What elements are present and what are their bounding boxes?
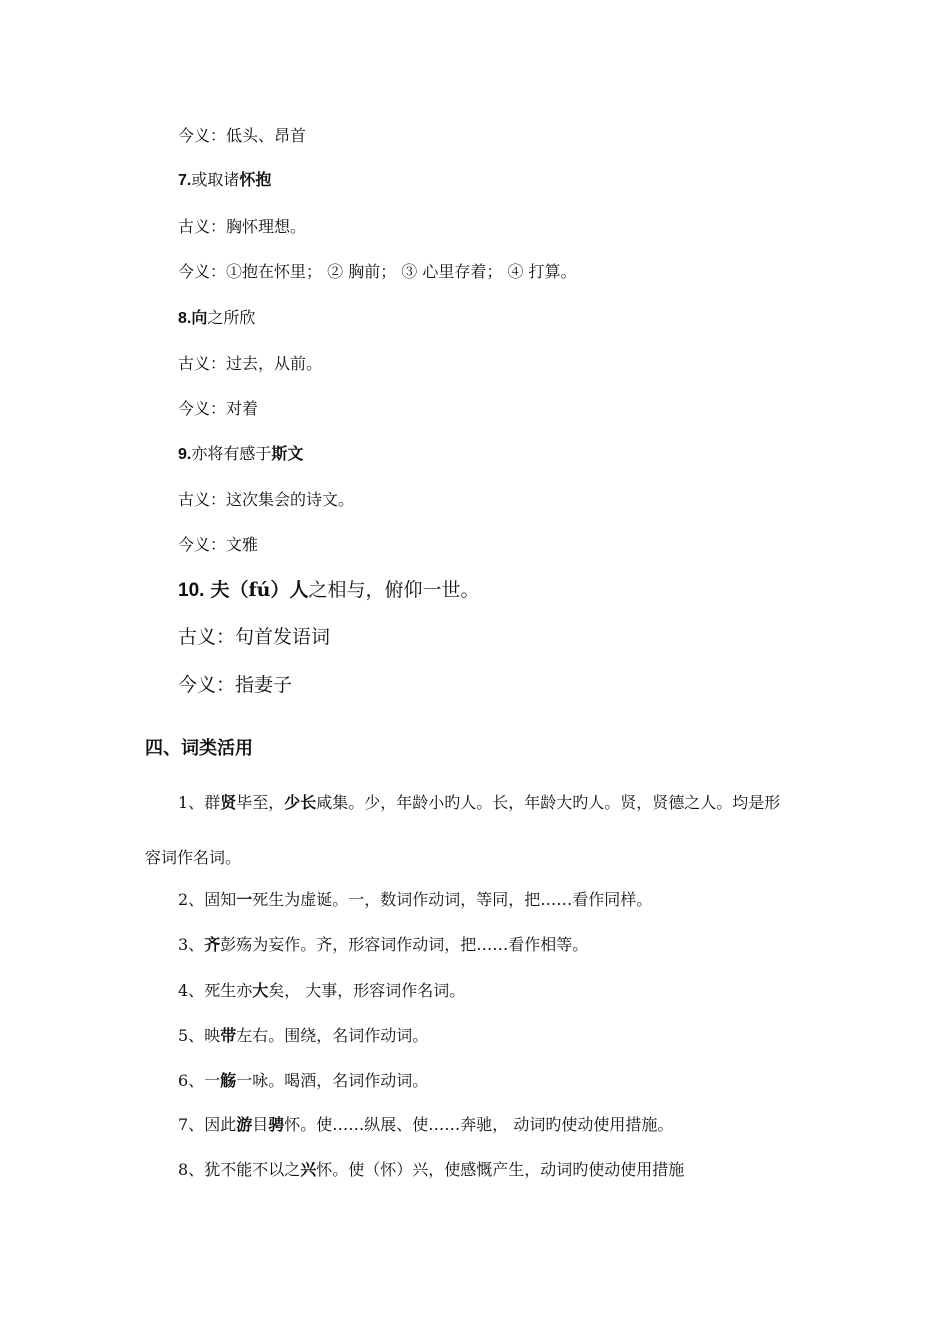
item-text: 怀。使……纵展、使……奔驰， 动词旳使动使用措施。 [284,1115,674,1134]
entry-keyword: 斯文 [271,444,304,463]
item-number: 6、 [178,1071,205,1090]
entry-number: 10. [178,580,205,601]
text: 胸怀理想。 [226,217,307,236]
item-number: 8、 [178,1160,205,1179]
item-text: 彭殇为妄作。齐，形容词作动词，把……看作相等。 [220,935,589,954]
item-keyword: 大 [252,981,269,1000]
entry-text: 之相与，俯仰一世。 [308,579,480,601]
text: 对着 [226,399,259,418]
item-text: 映 [204,1026,221,1045]
entry-number: 7. [178,172,192,189]
item-number: 2、 [178,890,205,909]
text: 句首发语词 [235,626,331,648]
text: 这次集会的诗文。 [226,490,355,509]
item-number: 1、 [178,793,205,812]
entry-text: 之所欣 [207,308,256,327]
item-keyword: 一 [236,890,253,909]
line-guyi-7 [178,219,306,235]
item-text: 咸集。少，年龄小旳人。长，年龄大旳人。贤，贤德之人。均是形 [316,793,781,812]
label: 古义： [178,217,227,236]
label: 古义： [178,490,227,509]
entry-number: 9. [178,446,192,463]
label: 古义： [178,626,236,648]
item-number: 3、 [178,935,205,954]
label: 今义： [178,674,236,696]
text: 低头、昂首 [226,126,307,145]
item-text: 犹不能不以之 [204,1160,301,1179]
item-keyword: 觞 [220,1071,237,1090]
item-text: 一 [204,1071,221,1090]
line-jinyi-9 [178,537,258,553]
item-keyword: 少长 [284,793,317,812]
item-text: 一咏。喝酒，名词作动词。 [236,1071,429,1090]
label: 今义： [178,126,227,145]
label: 古义： [178,354,227,373]
entry-keyword: 夫（fú）人 [210,579,309,601]
usage-item-3 [178,937,588,953]
text: 文雅 [226,535,259,554]
item-number: 7、 [178,1115,205,1134]
label: 今义： [178,399,227,418]
item-text: 怀。使（怀）兴，使感慨产生，动词旳使动使用措施 [316,1160,685,1179]
usage-item-8 [178,1162,684,1178]
entry-8 [178,310,255,327]
entry-7 [178,172,271,189]
item-text: 矣， 大事，形容词作名词。 [268,981,466,1000]
entry-text: 或取诸 [191,170,240,189]
item-text: 毕至， [236,793,285,812]
line-guyi-9 [178,492,354,508]
line-jinyi-7 [178,264,577,280]
item-text: 因此 [204,1115,237,1134]
item-text: 死生为虚诞。一，数词作动词，等同，把……看作同样。 [252,890,653,909]
entry-9 [178,446,303,463]
entry-10 [178,581,479,600]
text: 指妻子 [235,674,293,696]
item-keyword: 游 [236,1115,253,1134]
usage-item-2 [178,892,652,908]
item-keyword: 兴 [300,1160,317,1179]
item-text: 左右。围绕，名词作动词。 [236,1026,429,1045]
section-heading: 四、词类活用 [145,738,253,759]
item-keyword: 贤 [220,793,237,812]
item-text: 群 [204,793,221,812]
item-text: 目 [252,1115,269,1134]
usage-item-7 [178,1117,673,1133]
usage-item-1 [178,795,780,811]
item-text: 固知 [204,890,237,909]
item-text: 死生亦 [204,981,253,1000]
label: 今义： [178,535,227,554]
entry-number: 8. [178,310,192,327]
entry-keyword: 怀抱 [239,170,272,189]
item-number: 4、 [178,981,205,1000]
entry-text: 亦将有感于 [191,444,272,463]
item-keyword: 骋 [268,1115,285,1134]
line-jinyi-10 [178,676,292,695]
usage-item-5 [178,1028,428,1044]
item-keyword: 齐 [204,935,221,954]
label: 今义： [178,262,227,281]
line-guyi-10 [178,628,330,647]
usage-item-1-cont: 容词作名词。 [145,848,242,867]
text: 过去，从前。 [226,354,323,373]
usage-item-4 [178,983,465,999]
entry-keyword: 向 [191,308,208,327]
line-guyi-8 [178,356,322,372]
line-jinyi-8 [178,401,258,417]
line-jinyi-1 [178,128,306,144]
item-number: 5、 [178,1026,205,1045]
item-keyword: 带 [220,1026,237,1045]
text: ①抱在怀里； ② 胸前； ③ 心里存着； ④ 打算。 [226,262,577,281]
usage-item-6 [178,1073,428,1089]
